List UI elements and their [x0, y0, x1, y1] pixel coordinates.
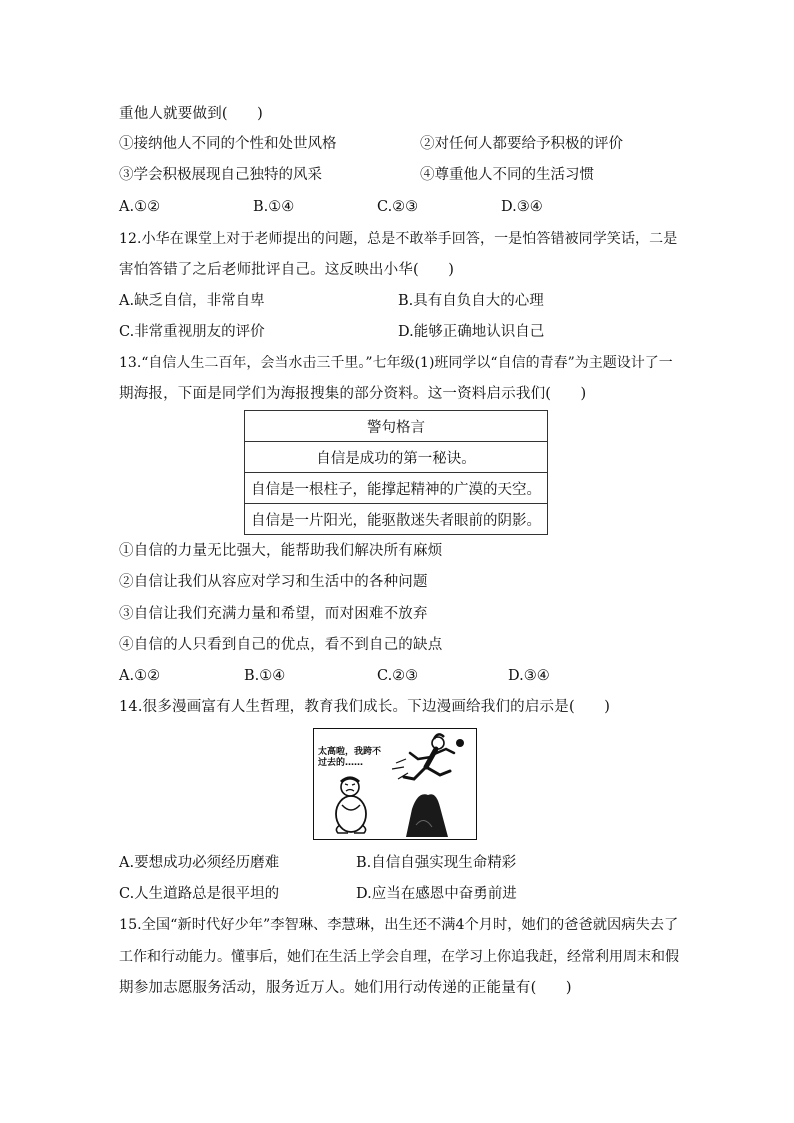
- q15-stem-line-3: 期参加志愿服务活动，服务近万人。她们用行动传递的正能量有( ): [119, 980, 572, 996]
- q11-stem-tail: 重他人就要做到( ): [119, 106, 264, 122]
- q12-choice-b: B.具有自负自大的心理: [398, 293, 544, 309]
- quotes-table-row: 自信是一根柱子，能撑起精神的广漠的天空。: [245, 473, 548, 504]
- quotes-table-header: 警句格言: [245, 411, 548, 442]
- q12-choice-d: D.能够正确地认识自己: [398, 324, 545, 340]
- q15-stem-line-2: 工作和行动能力。懂事后，她们在生活上学会自理，在学习上你追我赶，经常利用周末和假: [119, 949, 679, 965]
- q13-statement-3: ③自信让我们充满力量和希望，而对困难不放弃: [119, 606, 428, 622]
- cartoon-drawing: [314, 729, 476, 839]
- q11-option-1: ①接纳他人不同的个性和处世风格: [119, 136, 337, 152]
- q13-stem-line-1: 13.“自信人生二百年，会当水击三千里。”七年级(1)班同学以“自信的青春”为主题设计了一: [119, 355, 673, 371]
- quotes-table-row: 自信是成功的第一秘诀。: [245, 442, 548, 473]
- q13-stem-line-2: 期海报，下面是同学们为海报搜集的部分资料。这一资料启示我们( ): [119, 386, 587, 402]
- q14-choice-b: B.自信自强实现生命精彩: [356, 855, 517, 871]
- q13-choice-c: C.②③: [377, 668, 419, 684]
- q14-choice-c: C.人生道路总是很平坦的: [119, 886, 280, 902]
- q13-statement-4: ④自信的人只看到自己的优点，看不到自己的缺点: [119, 637, 443, 653]
- q13-choice-b: B.①④: [244, 668, 286, 684]
- q15-stem-line-1: 15.全国“新时代好少年”李智琳、李慧琳，出生还不满4个月时，她们的爸爸就因病失去了: [119, 917, 679, 933]
- quotes-table: [244, 410, 548, 535]
- q12-choice-a: A.缺乏自信，非常自卑: [119, 293, 265, 309]
- q14-stem: 14.很多漫画富有人生哲理，教育我们成长。下边漫画给我们的启示是( ): [119, 699, 611, 715]
- q11-choice-d: D.③④: [501, 199, 543, 215]
- q12-choice-c: C.非常重视朋友的评价: [119, 324, 265, 340]
- q11-choice-c: C.②③: [377, 199, 419, 215]
- q12-stem-line-2: 害怕答错了之后老师批评自己。这反映出小华( ): [119, 262, 455, 278]
- q13-statement-2: ②自信让我们从容应对学习和生活中的各种问题: [119, 574, 428, 590]
- q11-option-2: ②对任何人都要给予积极的评价: [420, 136, 623, 152]
- q11-choice-b: B.①④: [253, 199, 295, 215]
- q12-stem-line-1: 12.小华在课堂上对于老师提出的问题，总是不敢举手回答，一是怕答错被同学笑话，二是: [119, 231, 678, 247]
- q11-option-3: ③学会积极展现自己独特的风采: [119, 167, 322, 183]
- cartoon-caption: 太高啦，我跨不过去的……: [318, 747, 382, 768]
- q13-choice-d: D.③④: [508, 668, 550, 684]
- quotes-table-row: 自信是一片阳光，能驱散迷失者眼前的阴影。: [245, 504, 548, 535]
- q14-choice-a: A.要想成功必须经历磨难: [119, 855, 280, 871]
- cartoon-image: [313, 728, 477, 840]
- q11-choice-a: A.①②: [119, 199, 161, 215]
- q13-statement-1: ①自信的力量无比强大，能帮助我们解决所有麻烦: [119, 543, 443, 559]
- q11-option-4: ④尊重他人不同的生活习惯: [420, 167, 594, 183]
- q14-choice-d: D.应当在感恩中奋勇前进: [356, 886, 517, 902]
- q13-choice-a: A.①②: [119, 668, 161, 684]
